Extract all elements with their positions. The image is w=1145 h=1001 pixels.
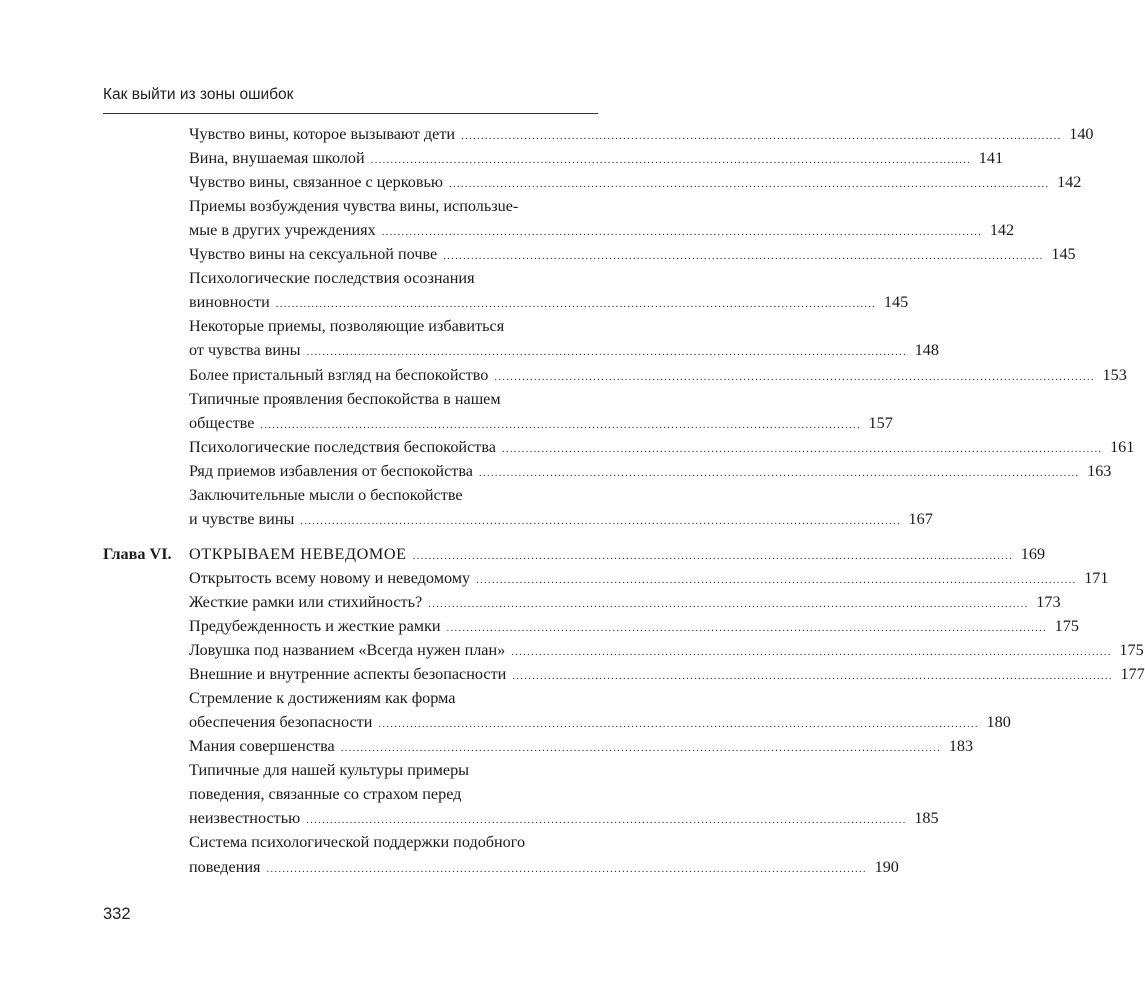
- dot-leader: [300, 509, 900, 533]
- dot-leader: [307, 340, 907, 364]
- toc-page-number: 161: [1110, 437, 1135, 456]
- toc-entry-line: [189, 638, 1144, 662]
- toc-page-number: 180: [986, 713, 1011, 732]
- toc-entry-title: Ловушка под названием «Всегда нужен план»: [189, 641, 506, 660]
- toc-entry-title: мые в других учреждениях: [189, 221, 376, 240]
- toc-entry-title: Приемы возбуждения чувства вины, использue-: [189, 197, 519, 216]
- dot-leader: [266, 857, 866, 881]
- toc-page-number: 177: [1120, 665, 1145, 684]
- toc-entry-line: [189, 507, 933, 531]
- dot-leader: [260, 413, 860, 437]
- toc-entry-title: Чувство вины на сексуальной почве: [189, 245, 438, 264]
- dot-leader: [494, 365, 1094, 389]
- toc-page-number: 185: [914, 809, 939, 828]
- toc-entry-line: [189, 435, 1135, 459]
- toc-entry-line: [189, 411, 893, 435]
- toc-entry-title: Некоторые приемы, позволяющие избавиться: [189, 317, 505, 336]
- toc-entry-title: и чувстве вины: [189, 509, 295, 528]
- toc-entry-line: [189, 218, 1015, 242]
- dot-leader: [413, 544, 1013, 568]
- dot-leader: [447, 616, 1047, 640]
- toc-page-number: 175: [1119, 641, 1144, 660]
- toc-page-number: 145: [1051, 245, 1076, 264]
- toc-page-number: 190: [874, 857, 899, 876]
- toc-entry-title: Мания совершенства: [189, 737, 335, 756]
- toc-entry-title: Заключительные мысли о беспокойстве: [189, 485, 463, 504]
- toc-entry-line: [189, 614, 1079, 638]
- toc-entry-line: [189, 290, 909, 314]
- running-head: Как выйти из зоны ошибок: [103, 86, 294, 103]
- toc-entry-title: Открытость всему новому и неведомому: [189, 568, 471, 587]
- toc-entry-line: [189, 170, 1082, 194]
- toc-page-number: 148: [914, 341, 939, 360]
- toc-entry-title: Внешние и внутренние аспекты безопасности: [189, 665, 507, 684]
- toc-page-number: 183: [948, 737, 974, 756]
- dot-leader: [382, 220, 982, 244]
- toc-entry-line: [189, 483, 598, 507]
- toc-entry-line: [189, 459, 1112, 483]
- toc-page-number: 167: [908, 509, 933, 528]
- dot-leader: [428, 592, 1028, 616]
- toc-entry-title: Чувство вины, связанное с церковью: [189, 173, 443, 192]
- chapter-heading: [189, 542, 1046, 566]
- toc-page-number: 142: [1057, 173, 1082, 192]
- dot-leader: [502, 437, 1102, 461]
- toc-entry-line: [189, 855, 899, 879]
- toc-entry-title: Типичные для нашей культуры примеры: [189, 761, 470, 780]
- toc-page-number: 140: [1069, 125, 1094, 143]
- toc-entry-title: Ряд приемов избавления от беспокойства: [189, 461, 473, 480]
- header-rule: [103, 113, 598, 114]
- toc-entry-title: Стремление к достижениям как форма: [189, 689, 456, 708]
- toc-entry-line: [189, 314, 598, 338]
- toc-entry-title: Система психологической поддержки подобного: [189, 833, 526, 852]
- toc-entry-title: от чувства вины: [189, 341, 301, 360]
- toc-entry-line: [189, 782, 598, 806]
- toc-entry-title: Психологические последствия беспокойства: [189, 437, 496, 456]
- toc-page-number: 173: [1036, 592, 1061, 611]
- toc-entry-title: Вина, внушаемая школой: [189, 149, 365, 168]
- dot-leader: [479, 461, 1079, 485]
- toc-entry-title: Чувство вины, которое вызывают дети: [189, 125, 456, 143]
- toc-entry-line: [189, 122, 1094, 146]
- toc-entry-line: [189, 734, 974, 758]
- toc-page-number: 141: [978, 149, 1004, 168]
- toc-page-number: 163: [1087, 461, 1112, 480]
- toc-entry-line: [189, 686, 598, 710]
- dot-leader: [449, 172, 1049, 196]
- toc-entry-line: [189, 363, 1127, 387]
- toc-entry-title: неизвестностью: [189, 809, 301, 828]
- dot-leader: [341, 736, 941, 760]
- toc-entry-title: поведения, связанные со страхом перед: [189, 785, 462, 804]
- toc-page-number: 171: [1084, 568, 1109, 587]
- dot-leader: [512, 664, 1112, 688]
- toc-entry-line: [189, 710, 1011, 734]
- toc-page-number: 169: [1020, 544, 1046, 563]
- dot-leader: [443, 244, 1043, 268]
- toc-page-number: 153: [1102, 365, 1127, 384]
- toc-entry-line: [189, 662, 1145, 686]
- toc-entry-line: [189, 566, 1109, 590]
- dot-leader: [461, 124, 1061, 148]
- toc-entry-line: [189, 806, 939, 830]
- toc-entry-title: обществе: [189, 413, 255, 432]
- toc-entry-line: [189, 194, 598, 218]
- dot-leader: [306, 808, 906, 832]
- toc-page-number: 142: [989, 221, 1015, 240]
- toc-entry-line: [189, 830, 598, 854]
- dot-leader: [371, 148, 971, 172]
- toc-entry-title: виновности: [189, 293, 270, 312]
- dot-leader: [476, 568, 1076, 592]
- toc-entry-line: [189, 758, 598, 782]
- toc-entry-title: Психологические последствия осознания: [189, 269, 475, 288]
- page-number: 332: [103, 905, 131, 923]
- dot-leader: [276, 292, 876, 316]
- dot-leader: [378, 712, 978, 736]
- toc-entry-title: ОТКРЫВАЕМ НЕВЕДОМОЕ: [189, 544, 407, 563]
- toc-entry-title: Более пристальный взгляд на беспокойство: [189, 365, 489, 384]
- toc-page-number: 145: [883, 293, 909, 312]
- toc-entry-line: [189, 387, 598, 411]
- toc-entry-title: Жесткие рамки или стихийность?: [189, 592, 423, 611]
- toc-entry-line: [189, 338, 939, 362]
- toc-entry-title: Типичные проявления беспокойства в нашем: [189, 389, 501, 408]
- toc-page-number: 157: [868, 413, 893, 432]
- toc-entry-line: [189, 266, 598, 290]
- toc-entry-line: [189, 590, 1061, 614]
- dot-leader: [511, 640, 1111, 664]
- chapter-label: Глава VI.: [103, 544, 172, 563]
- toc-entry-title: поведения: [189, 857, 261, 876]
- toc-entry-title: Предубежденность и жесткие рамки: [189, 617, 441, 635]
- toc-entry-title: обеспечения безопасности: [189, 713, 373, 732]
- toc-entry-line: [189, 242, 1076, 266]
- toc-entry-line: [189, 146, 1004, 170]
- toc-page-number: 175: [1054, 617, 1079, 635]
